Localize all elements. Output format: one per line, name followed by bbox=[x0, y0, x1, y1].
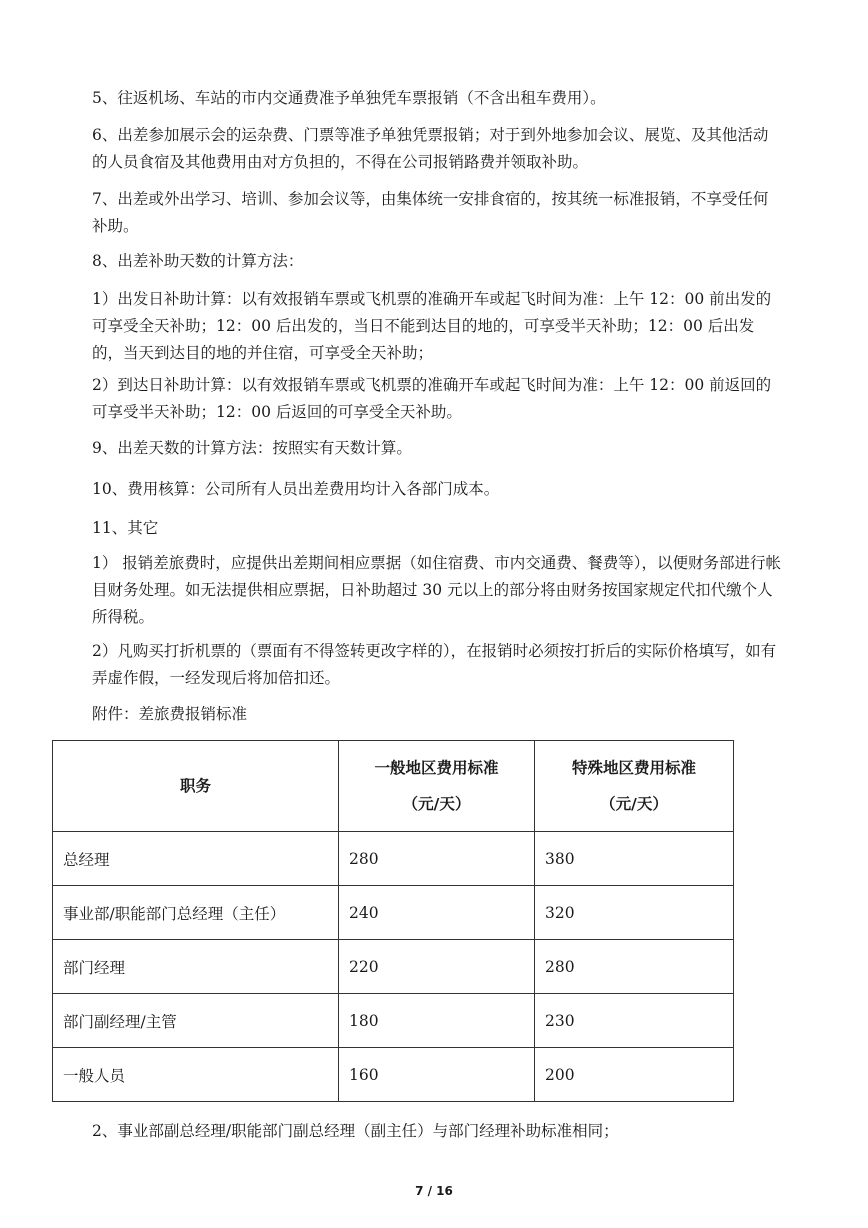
cell-general: 240 bbox=[339, 886, 535, 940]
table-row bbox=[53, 1048, 734, 1102]
clause-8-1: 1）出发日补助计算：以有效报销车票或飞机票的准确开车或起飞时间为准：上午 12：00 前出发的可享受全天补助；12：00 后出发的，当日不能到达目的地的，可享受半天补助；12：00 后出发的，当天到达目的地的并住宿，可享受全天补助； bbox=[92, 290, 772, 362]
cell-position: 一般人员 bbox=[53, 1048, 339, 1102]
clause-9: 9、出差天数的计算方法：按照实有天数计算。 bbox=[92, 439, 412, 457]
cell-general: 220 bbox=[339, 940, 535, 994]
clause-11: 11、其它 bbox=[92, 519, 159, 537]
attachment-caption: 附件：差旅费报销标准 bbox=[92, 705, 248, 723]
table-row bbox=[53, 940, 734, 994]
header-special bbox=[535, 741, 734, 832]
page-number: 7 / 16 bbox=[415, 1184, 453, 1198]
cell-position: 部门经理 bbox=[53, 940, 339, 994]
clause-5: 5、往返机场、车站的市内交通费准予单独凭车票报销（不含出租车费用）。 bbox=[92, 89, 606, 107]
cell-general: 160 bbox=[339, 1048, 535, 1102]
clause-10: 10、费用核算：公司所有人员出差费用均计入各部门成本。 bbox=[92, 480, 500, 498]
header-special-line2: （元/天） bbox=[600, 795, 668, 813]
table-row bbox=[53, 832, 734, 886]
header-general-line1: 一般地区费用标准 bbox=[374, 759, 499, 777]
clause-8-2: 2）到达日补助计算：以有效报销车票或飞机票的准确开车或起飞时间为准：上午 12：00 前返回的可享受半天补助；12：00 后返回的可享受全天补助。 bbox=[92, 376, 772, 421]
header-special-line1: 特殊地区费用标准 bbox=[571, 759, 696, 777]
cell-position: 部门副经理/主管 bbox=[53, 994, 339, 1048]
cell-special: 280 bbox=[535, 940, 734, 994]
cell-special: 320 bbox=[535, 886, 734, 940]
clause-11-1: 1） 报销差旅费时，应提供出差期间相应票据（如住宿费、市内交通费、餐费等），以便财务部进行帐目财务处理。如无法提供相应票据，日补助超过 30 元以上的部分将由财务按国家规定代扣代缴个人所得税。 bbox=[92, 554, 782, 626]
table-row bbox=[53, 886, 734, 940]
cell-position: 事业部/职能部门总经理（主任） bbox=[53, 886, 339, 940]
table-row bbox=[53, 994, 734, 1048]
clause-8: 8、出差补助天数的计算方法： bbox=[92, 252, 304, 270]
clause-6: 6、出差参加展示会的运杂费、门票等准予单独凭票报销；对于到外地参加会议、展览、及其他活动的人员食宿及其他费用由对方负担的，不得在公司报销路费并领取补助。 bbox=[92, 126, 769, 171]
cell-general: 280 bbox=[339, 832, 535, 886]
header-general bbox=[339, 741, 535, 832]
clause-11-2: 2）凡购买打折机票的（票面有不得签转更改字样的），在报销时必须按打折后的实际价格填写，如有弄虚作假，一经发现后将加倍扣还。 bbox=[92, 642, 777, 687]
cell-special: 230 bbox=[535, 994, 734, 1048]
travel-standard-table bbox=[52, 740, 734, 1102]
header-general-line2: （元/天） bbox=[402, 795, 471, 813]
cell-general: 180 bbox=[339, 994, 535, 1048]
note-after-table: 2、事业部副总经理/职能部门副总经理（副主任）与部门经理补助标准相同； bbox=[92, 1122, 619, 1140]
header-position: 职务 bbox=[53, 741, 339, 832]
cell-special: 200 bbox=[535, 1048, 734, 1102]
clause-7: 7、出差或外出学习、培训、参加会议等，由集体统一安排食宿的，按其统一标准报销，不享受任何补助。 bbox=[92, 190, 769, 235]
cell-position: 总经理 bbox=[53, 832, 339, 886]
cell-special: 380 bbox=[535, 832, 734, 886]
table-header-row bbox=[53, 741, 734, 832]
